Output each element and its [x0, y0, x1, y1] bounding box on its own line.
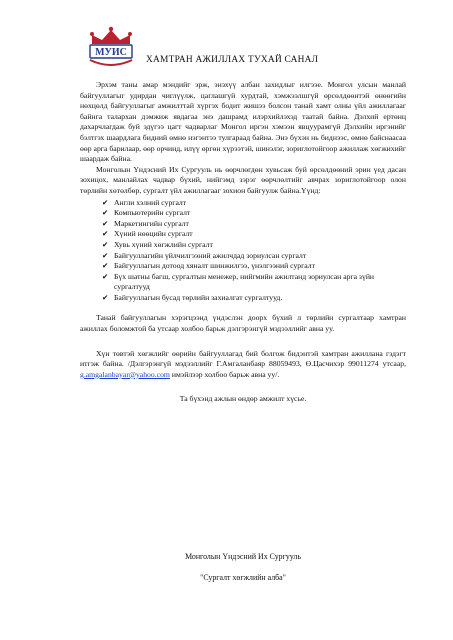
letter-title: ХАМТРАН АЖИЛЛАХ ТУХАЙ САНАЛ: [146, 55, 319, 65]
footer-organization: Монголын Үндэсний Их Сургууль: [185, 552, 301, 561]
paragraph-cooperation: Танай байгууллагын хэрэгцээнд үндэслэн доорх бүхий л төрлийн сургалтаар хамтран ажиллах боломжтой ба утсаар холбоо барьж дэлгэрэнгүй мэдээллийг авна уу.: [80, 313, 406, 334]
checkmark-icon: ✔: [102, 229, 109, 239]
list-item: ✔ Компьютерийн сургалт: [102, 208, 191, 218]
list-item: ✔ Бүх шатны багш, сургалтын менежер, нийгмийн ажилтанд зориулсан арга зүйн сургалтууд: [102, 271, 375, 292]
checkmark-icon: ✔: [102, 197, 109, 207]
checkmark-icon: ✔: [102, 208, 109, 218]
checkmark-icon: ✔: [102, 250, 109, 260]
paragraph-contact: Хүн төвтэй хөгжлийг өөрийн байгууллагад бий болгож бидэнтэй хамтран ажиллана гэдэгт итгэж байна. /Дэлгэрэнгүй мэдээллийг Г.Амгаланбаяр 88059493, Ө.Цасчихэр 99011274 утсаар, g.amgalanbayar@yahoo.com имэйлээр холбоо барьж авна уу/.: [80, 348, 406, 379]
checkmark-icon: ✔: [102, 271, 109, 281]
letter-body: [80, 80, 406, 405]
list-item: ✔ Маркетингийн сургалт: [102, 218, 189, 228]
checkmark-icon: ✔: [102, 261, 109, 271]
list-item: ✔ Байгууллагын дотоод хяналт шинжилгээ, үнэлгээний сургалт: [102, 261, 315, 271]
checkmark-icon: ✔: [102, 292, 109, 302]
list-item: ✔ Байгууллагын бусад төрлийн захиалгат сургалтууд.: [102, 292, 283, 302]
training-list: [80, 198, 406, 304]
checkmark-icon: ✔: [102, 239, 109, 249]
email-link[interactable]: g.amgalanbayar@yahoo.com: [80, 369, 170, 379]
logo-text: МУИС: [95, 47, 127, 58]
list-item: ✔ Хувь хүний хөгжлийн сургалт: [102, 239, 213, 249]
footer-department: "Сургалт хөгжлийн алба": [200, 573, 286, 582]
closing-wish: Та бүхэнд ажлын өндөр амжилт хүсье.: [179, 394, 307, 404]
paragraph-university: Монголын Үндэсний Их Сургууль нь өөрчлөгдөн хувьсаж буй өрсөлдөөний эрин үед дасан зохицох, манлайлах чадвар бүхий, нийгэмд зэрэг өөрчлөлтийг авчрах зориглотойгоор олон төрлийн хөтөлбөр, сургалт үйл ажиллагааг зохион байгуулж байна.Үүнд:: [80, 164, 406, 195]
paragraph-intro: Эрхэм таны амар мэндийг эрж, энэхүү албан захидлыг илгээе. Монгол улсын манлай байгууллагыг удирдан чиглүүлж, цаглашгүй хурдтай, хэмжээлшгүй өрсөлдөөнтэй өнөөгийн нөхцөлд байгууллагыг амжилттай хүргэх бодит жишээ болсон танай хамт олны үйл ажиллагааг байнга талархан дэмжиж явдагаа энэ дашрамд илэрхийлэхэд таатай байна. Дэлхий ертөнц дахарчлагдаж буй эдүгээ цагт чадварлаг Монгол иргэн хэмээн явцуурамгүй Дэлхийн иргэнийг бэлтгэх шаардлага бидний өмнө нэгэнтээ тулгараад байна. Энэ бүхэн нь биднээс, өмнө байснаасаа өөр арга барилаар, өөр орчинд, илүү өргөн хүрээтэй, шинэлэг, зориглотойгоор ажиллаж хөгжихийг шаардаж байна.: [80, 80, 406, 164]
university-logo: [86, 24, 136, 70]
checkmark-icon: ✔: [102, 218, 109, 228]
list-item: ✔ Англи хэлний сургалт: [102, 197, 187, 207]
list-item: ✔ Хүний нөөцийн сургалт: [102, 229, 193, 239]
list-item: ✔ Байгууллагийн үйлчилгээний ажилчдад зориулсан сургалт: [102, 250, 307, 260]
